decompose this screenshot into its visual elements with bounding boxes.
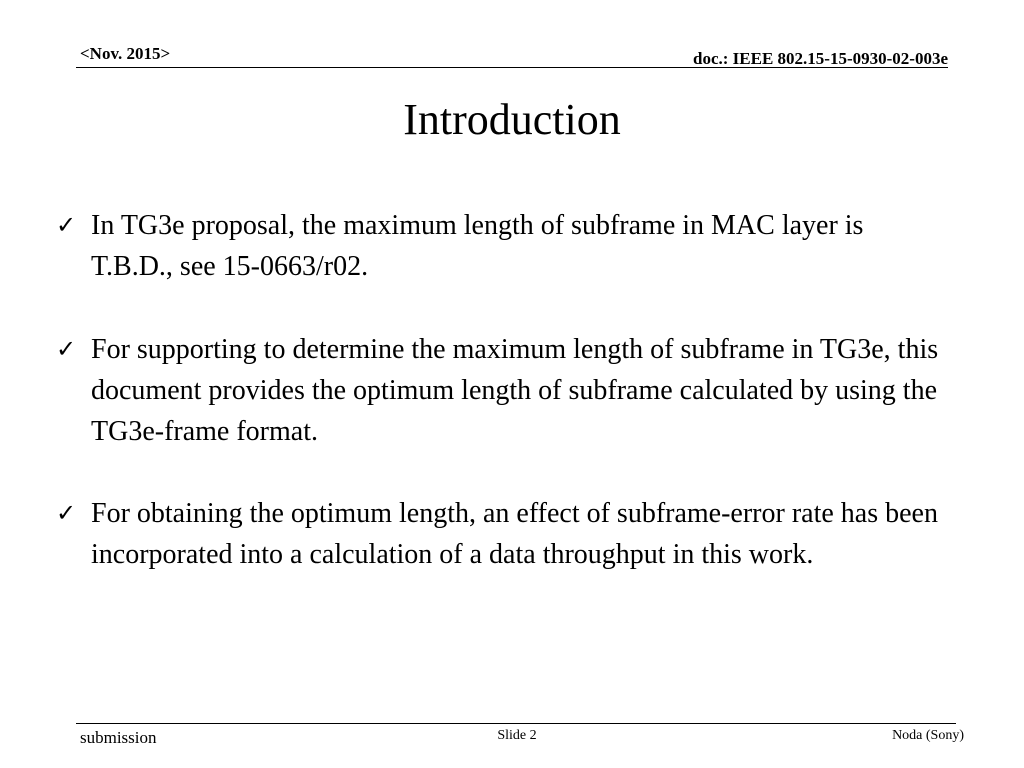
bullet-item <box>56 493 956 575</box>
header-document-id: doc.: IEEE 802.15-15-0930-02-003e <box>693 49 948 68</box>
header-date: <Nov. 2015> <box>80 44 171 63</box>
bullet-item <box>56 329 956 452</box>
checkmark-icon: ✓ <box>56 499 77 527</box>
slide-title: Introduction <box>403 95 621 144</box>
checkmark-icon: ✓ <box>56 335 77 363</box>
footer-submission: submission <box>80 728 157 747</box>
bullet-text: For supporting to determine the maximum length of subframe in TG3e, this document provides the optimum length of subframe calculated by using the TG3e-frame format. <box>91 334 939 447</box>
bullet-item <box>56 205 956 287</box>
bullet-text: In TG3e proposal, the maximum length of subframe in MAC layer is T.B.D., see 15-0663/r02. <box>91 210 864 282</box>
footer-divider <box>76 723 956 724</box>
bullet-text: For obtaining the optimum length, an effect of subframe-error rate has been incorporated into a calculation of a data throughput in this work. <box>91 498 938 570</box>
checkmark-icon: ✓ <box>56 211 77 239</box>
footer-author: Noda (Sony) <box>892 728 964 743</box>
footer-slide-number: Slide 2 <box>497 728 537 743</box>
